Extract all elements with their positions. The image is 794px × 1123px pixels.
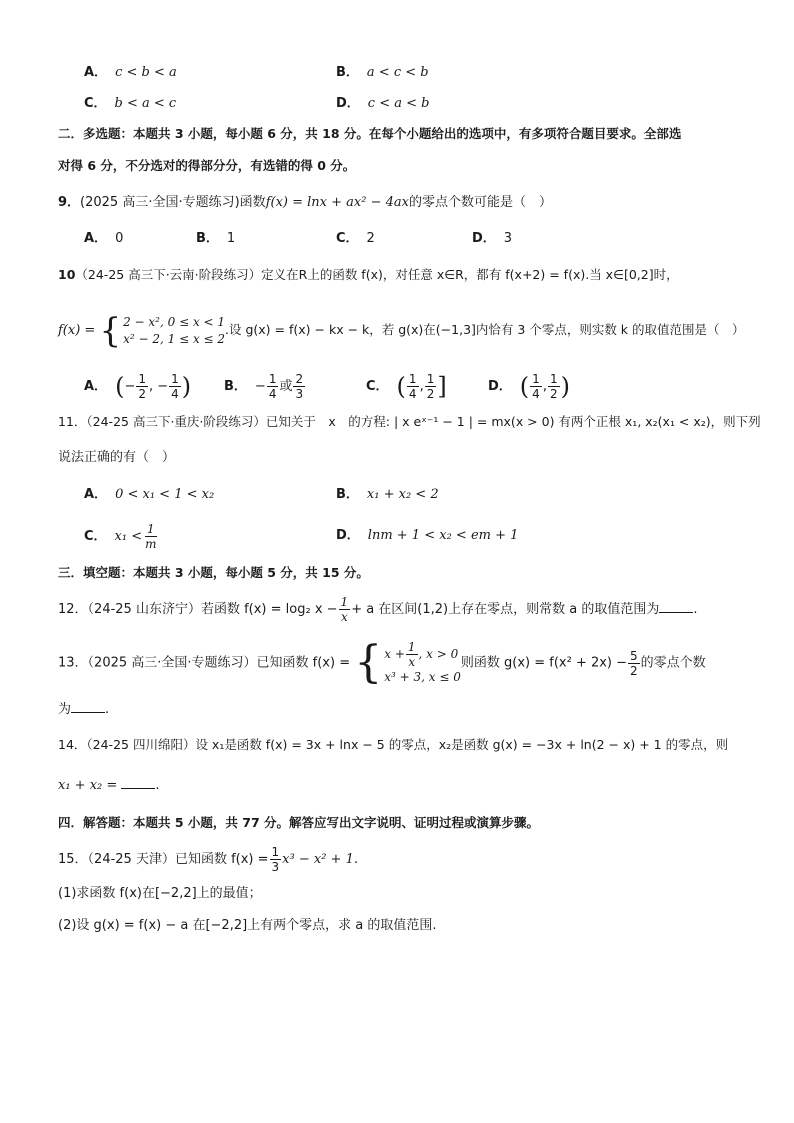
- option-text: 3: [503, 231, 513, 246]
- option-label: D．: [488, 379, 512, 394]
- option-text: lnm + 1 < x₂ < em + 1: [367, 528, 519, 543]
- q13-stem-line2: [58, 700, 109, 719]
- frac-den: 2: [426, 387, 435, 401]
- option-label: C．: [84, 96, 107, 111]
- answer-blank[interactable]: [71, 700, 105, 713]
- piecewise-case: 2 − x², 0 ≤ x < 1: [123, 314, 226, 329]
- frac-den: 2: [549, 387, 558, 401]
- option-text: x₁ + x₂ < 2: [366, 487, 439, 502]
- q10-stem-line1: [58, 266, 679, 284]
- frac-num: 1: [138, 372, 146, 386]
- formula: x₁ + x₂ =: [58, 778, 118, 793]
- frac-num: 1: [532, 372, 540, 386]
- q15-part1: (1)求函数 f(x)在[−2,2]上的最值；: [58, 886, 262, 901]
- q15-stem: [58, 843, 358, 877]
- frac-num: 1: [407, 640, 416, 654]
- section4-header: 四．解答题：本题共 5 小题，共 77 分。解答应写出文字说明、证明过程或演算步骤。: [58, 815, 540, 830]
- answer-blank[interactable]: [121, 776, 155, 789]
- frac-num: 1: [271, 845, 280, 859]
- q12-stem: [58, 593, 698, 627]
- frac-num: 1: [147, 522, 155, 536]
- option-label: C．: [366, 379, 389, 394]
- frac-num: 1: [171, 372, 179, 386]
- stem-text: .: [693, 602, 698, 617]
- option-label: A．: [84, 379, 108, 394]
- option-text: 0: [115, 231, 124, 246]
- q9-stem: [58, 194, 552, 212]
- section3-header: 三．填空题：本题共 3 小题，每小题 5 分，共 15 分。: [58, 565, 369, 580]
- q11-stem-line1: 11．（24-25 高三下·重庆·阶段练习）已知关于 x 的方程: | x eˣ⁻¹ − 1 | = mx(x > 0) 有两个正根 x₁, x₂(x₁ < x₂)，则下列: [58, 414, 761, 429]
- case-text: x +: [384, 647, 405, 661]
- option-label: D．: [472, 231, 496, 246]
- piecewise-case: x³ + 3, x ≤ 0: [384, 670, 461, 684]
- frac-num: 1: [549, 372, 558, 386]
- stem-text: .设 g(x) = f(x) − kx − k，若 g(x)在(−1,3]内恰有 3 个零点，则实数 k 的取值范围是（ ）: [225, 322, 745, 337]
- stem-text: 的零点个数可能是（ ）: [408, 195, 552, 210]
- q14-stem-line2: [58, 776, 160, 795]
- option-text: a < c < b: [366, 65, 429, 80]
- case-text: , x > 0: [418, 647, 459, 661]
- q8-option-b: [336, 64, 429, 82]
- q8-option-c: [84, 95, 176, 113]
- question-number: 10: [58, 267, 76, 282]
- frac-num: 2: [295, 372, 304, 386]
- option-label: D．: [336, 528, 360, 543]
- q11-stem-line2: 说法正确的有（ ）: [58, 450, 176, 465]
- option-label: B．: [336, 65, 359, 80]
- piecewise-case: x² − 2, 1 ≤ x ≤ 2: [123, 331, 226, 346]
- q10-option-a: A． (− $\frac{1}{2}$ , − $\frac{1}{4}$ ): [84, 372, 192, 401]
- frac-den: 4: [408, 387, 417, 401]
- option-text: 或: [279, 379, 293, 394]
- q10-option-b: B． − $\frac{1}{4}$ 或 $\frac{2}{3}$: [224, 372, 304, 401]
- frac-num: 1: [268, 372, 277, 386]
- option-label: C．: [84, 529, 107, 544]
- stem-text: 12．（24-25 山东济宁）若函数 f(x) = log₂ x −: [58, 602, 338, 617]
- frac-num: 1: [426, 372, 435, 386]
- q11-option-c: [84, 520, 160, 554]
- stem-text: （24-25 高三下·云南·阶段练习）定义在R上的函数 f(x)，对任意 x∈R，都有 f(x+2) = f(x).当 x∈[0,2]时，: [75, 267, 679, 282]
- frac-den: 2: [138, 387, 146, 401]
- frac-den: 4: [532, 387, 540, 401]
- option-label: B．: [196, 231, 219, 246]
- option-label: C．: [336, 231, 359, 246]
- option-text: 0 < x₁ < 1 < x₂: [115, 487, 215, 502]
- stem-text: 为: [58, 702, 72, 717]
- stem-text: 的零点个数: [640, 655, 706, 671]
- q9-option-d: [472, 230, 512, 248]
- formula: f(x) = lnx + ax² − 4ax: [265, 195, 409, 210]
- option-text: 1: [226, 231, 236, 246]
- formula: f(x) =: [58, 323, 96, 338]
- option-text: c < a < b: [367, 96, 430, 111]
- option-text: 2: [366, 231, 375, 246]
- option-label: B．: [224, 379, 247, 394]
- stem-text: 13．（2025 高三·全国·专题练习）已知函数 f(x) =: [58, 655, 351, 671]
- q10-stem-line2: [58, 312, 745, 349]
- q9-option-b: [196, 230, 235, 248]
- q11-option-b: [336, 486, 439, 504]
- frac-den: x: [408, 655, 416, 669]
- section2-header-line2: 对得 6 分，不分选对的得部分分，有选错的得 0 分。: [58, 158, 356, 173]
- frac-den: m: [145, 537, 157, 551]
- q13-stem-line1: [58, 637, 706, 688]
- option-text: c < b < a: [115, 65, 177, 80]
- option-label: A．: [84, 65, 108, 80]
- stem-text: 函数: [239, 195, 266, 210]
- answer-blank[interactable]: [659, 600, 693, 613]
- option-label: B．: [336, 487, 359, 502]
- question-number: 9．: [58, 195, 81, 210]
- brace-icon: {: [99, 310, 122, 351]
- q10-option-d: D． ( $\frac{1}{4}$ , $\frac{1}{2}$ ): [488, 372, 570, 401]
- q11-option-d: [336, 527, 518, 545]
- option-label: A．: [84, 231, 108, 246]
- q8-option-d: [336, 95, 429, 113]
- piecewise-function: [99, 310, 226, 351]
- option-label: A．: [84, 487, 108, 502]
- frac-den: 3: [271, 860, 280, 874]
- question-source: (2025 高三·全国·专题练习): [80, 195, 240, 210]
- frac-den: 2: [630, 663, 638, 678]
- q9-option-a: [84, 230, 123, 248]
- stem-text: .: [155, 778, 160, 793]
- frac-den: 4: [171, 387, 179, 401]
- frac-den: 4: [268, 387, 277, 401]
- q14-stem-line1: 14．（24-25 四川绵阳）设 x₁是函数 f(x) = 3x + lnx − 5 的零点，x₂是函数 g(x) = −3x + ln(2 − x) + 1 的零点，则: [58, 737, 729, 752]
- option-text: x₁ <: [114, 529, 143, 544]
- q11-option-a: [84, 486, 214, 504]
- formula: x³ − x² + 1.: [282, 852, 358, 867]
- piecewise-function: [354, 637, 461, 688]
- brace-icon: {: [354, 637, 383, 688]
- frac-den: 3: [295, 387, 304, 401]
- q10-option-c: C． ( $\frac{1}{4}$ , $\frac{1}{2}$ ]: [366, 372, 447, 401]
- q9-option-c: [336, 230, 375, 248]
- section2-header-line1: 二．多选题：本题共 3 小题，每小题 6 分，共 18 分。在每个小题给出的选项中，有多项符合题目要求。全部选: [58, 126, 682, 141]
- stem-text: .: [105, 702, 110, 717]
- frac-den: x: [340, 610, 348, 624]
- stem-text: 则函数 g(x) = f(x² + 2x) −: [460, 655, 628, 671]
- stem-text: 15．（24-25 天津）已知函数 f(x) =: [58, 852, 269, 867]
- frac-num: 1: [340, 595, 349, 609]
- q15-part2: (2)设 g(x) = f(x) − a 在[−2,2]上有两个零点，求 a 的取值范围.: [58, 918, 437, 933]
- frac-num: 5: [630, 648, 638, 663]
- option-text: b < a < c: [114, 96, 177, 111]
- stem-text: + a 在区间(1,2)上存在零点，则常数 a 的取值范围为: [351, 602, 660, 617]
- q8-option-a: [84, 64, 177, 82]
- frac-num: 1: [408, 372, 417, 386]
- option-label: D．: [336, 96, 360, 111]
- piecewise-case: [384, 640, 461, 669]
